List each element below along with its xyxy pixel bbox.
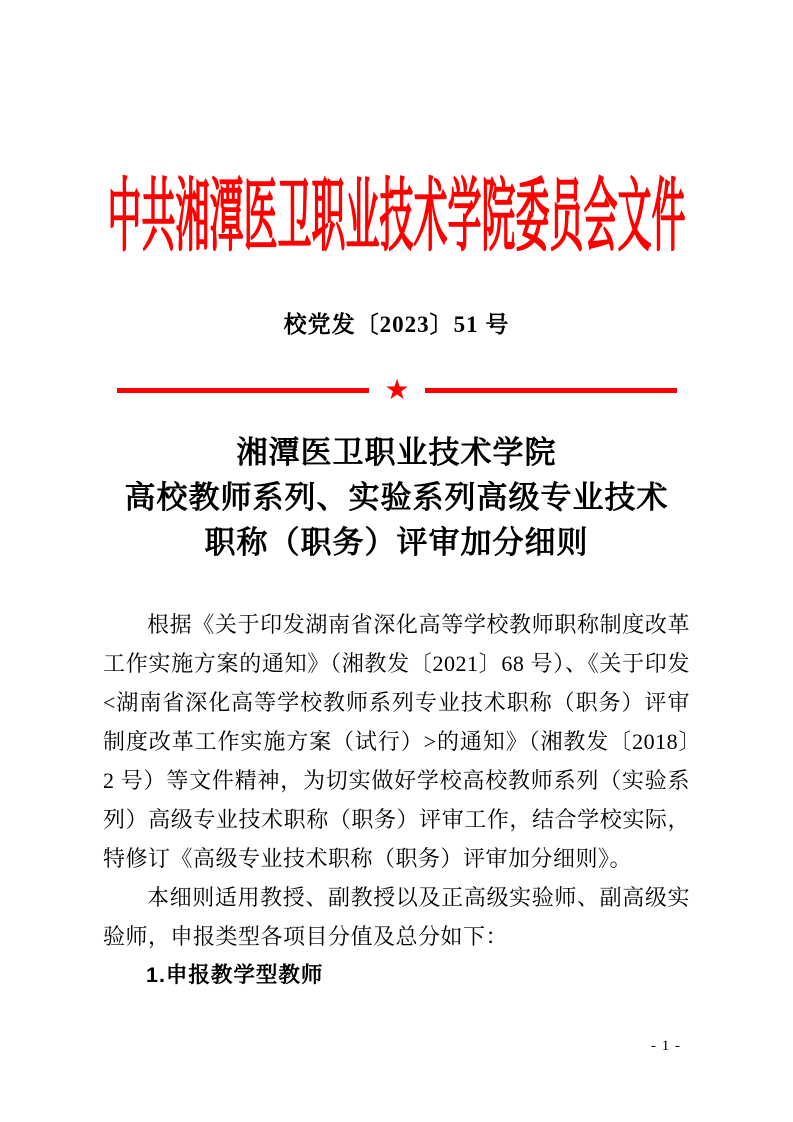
document-body [103, 605, 690, 995]
letterhead-org-title: 中共湘潭医卫职业技术学院委员会文件 [107, 174, 686, 262]
list-heading-teaching-type: 1.申报教学型教师 [146, 963, 324, 987]
title-line-1: 湘潭医卫职业技术学院 [236, 435, 557, 470]
title-line-3: 职称（职务）评审加分细则 [204, 525, 589, 560]
document-title [103, 430, 690, 565]
page-number: - 1 - [651, 1038, 681, 1054]
body-paragraph-1: 根据《关于印发湖南省深化高等学校教师职称制度改革工作实施方案的通知》（湘教发〔2021〕68 号）、《关于印发<湖南省深化高等学校教师系列专业技术职称（职务）评审制度改革工作实施方案（试行）>的通知》（湘教发〔2018〕2 号）等文件精神，为切实做好学校高校教师系列（实验系列）高级专业技术职称（职务）评审工作，结合学校实际，特修订《高级专业技术职称（职务）评审加分细则》。 [103, 612, 690, 871]
divider-line-right [425, 388, 677, 393]
doc-reference-number: 校党发〔2023〕51 号 [283, 312, 510, 337]
title-line-2: 高校教师系列、实验系列高级专业技术 [124, 480, 669, 515]
star-icon: ★ [384, 373, 410, 406]
red-letterhead [103, 165, 690, 262]
divider-line-left [117, 388, 369, 393]
body-paragraph-2: 本细则适用教授、副教授以及正高级实验师、副高级实验师，申报类型各项目分值及总分如下： [103, 885, 690, 949]
red-divider [117, 373, 677, 406]
